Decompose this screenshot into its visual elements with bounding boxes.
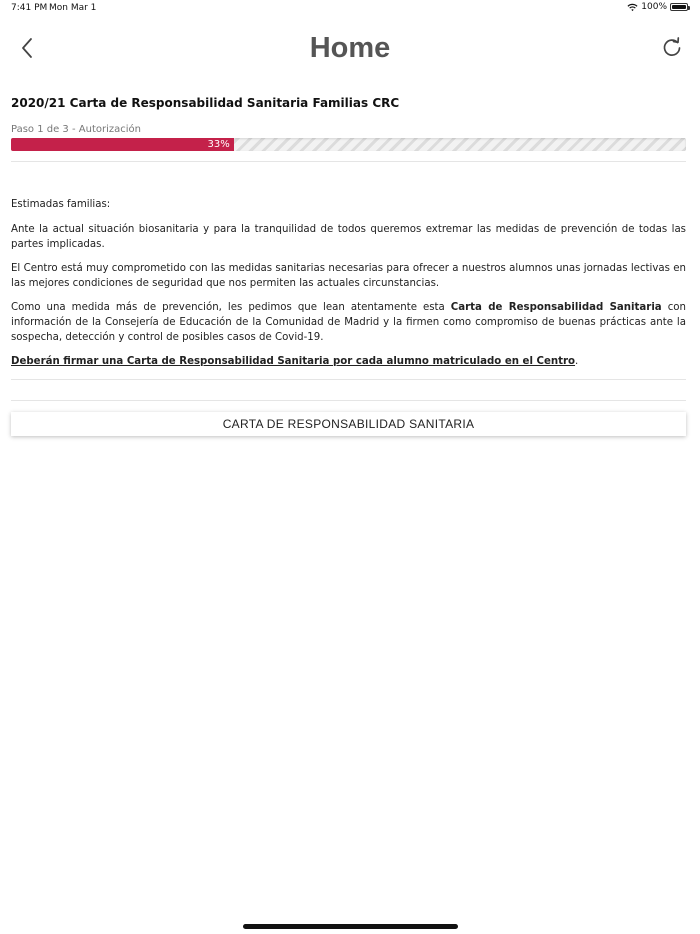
paragraph-3-text-start: Como una medida más de prevención, les pedimos que lean atentamente esta [11,302,451,313]
paragraph-3-text-end: con información de la Consejería de Educación de la Comunidad de Madrid y la firmen como compromiso de buenas prácticas ante la sospecha, detección y control de posibles casos de Covid-19. [11,302,686,343]
paragraph-3-bold: Carta de Responsabilidad Sanitaria [450,302,662,313]
progress-label: 33% [207,139,230,150]
divider [11,161,686,162]
step-label: Paso 1 de 3 - Autorización [11,124,141,135]
status-time: 7:41 PM [11,3,48,13]
status-right [627,2,688,12]
battery-percent: 100% [641,2,667,12]
divider [11,379,686,380]
paragraph-4-end: . [575,356,579,367]
greeting: Estimadas familias: [11,199,111,210]
signature-notice: Deberán firmar una Carta de Responsabilidad Sanitaria por cada alumno matriculado en el Centro [11,356,576,367]
letter-body [11,197,686,369]
progress-bar [11,138,686,151]
paragraph-3 [11,300,686,345]
wifi-icon [627,3,638,12]
divider [11,400,686,401]
paragraph-4 [11,354,686,369]
paragraph-2: El Centro está muy comprometido con las medidas sanitarias necesarias para ofrecer a nuestros alumnos unas jornadas lectivas en las mejores condiciones de seguridad que nos permiten las actuales circunstancias. [11,263,686,289]
status-bar [0,0,700,18]
refresh-icon [660,36,684,60]
carta-responsabilidad-button[interactable]: CARTA DE RESPONSABILIDAD SANITARIA [11,412,686,436]
page-title: Home [309,32,391,64]
battery-icon [670,3,688,11]
progress-fill [11,138,234,151]
status-date: Mon Mar 1 [49,3,97,13]
refresh-button[interactable] [660,36,684,60]
paragraph-1: Ante la actual situación biosanitaria y para la tranquilidad de todos queremos extremar las medidas de prevención de todas las partes implicadas. [11,224,686,250]
content [11,96,686,436]
document-title: 2020/21 Carta de Responsabilidad Sanitaria Familias CRC [11,96,400,110]
navigation-bar [0,30,700,74]
home-indicator [243,924,458,929]
